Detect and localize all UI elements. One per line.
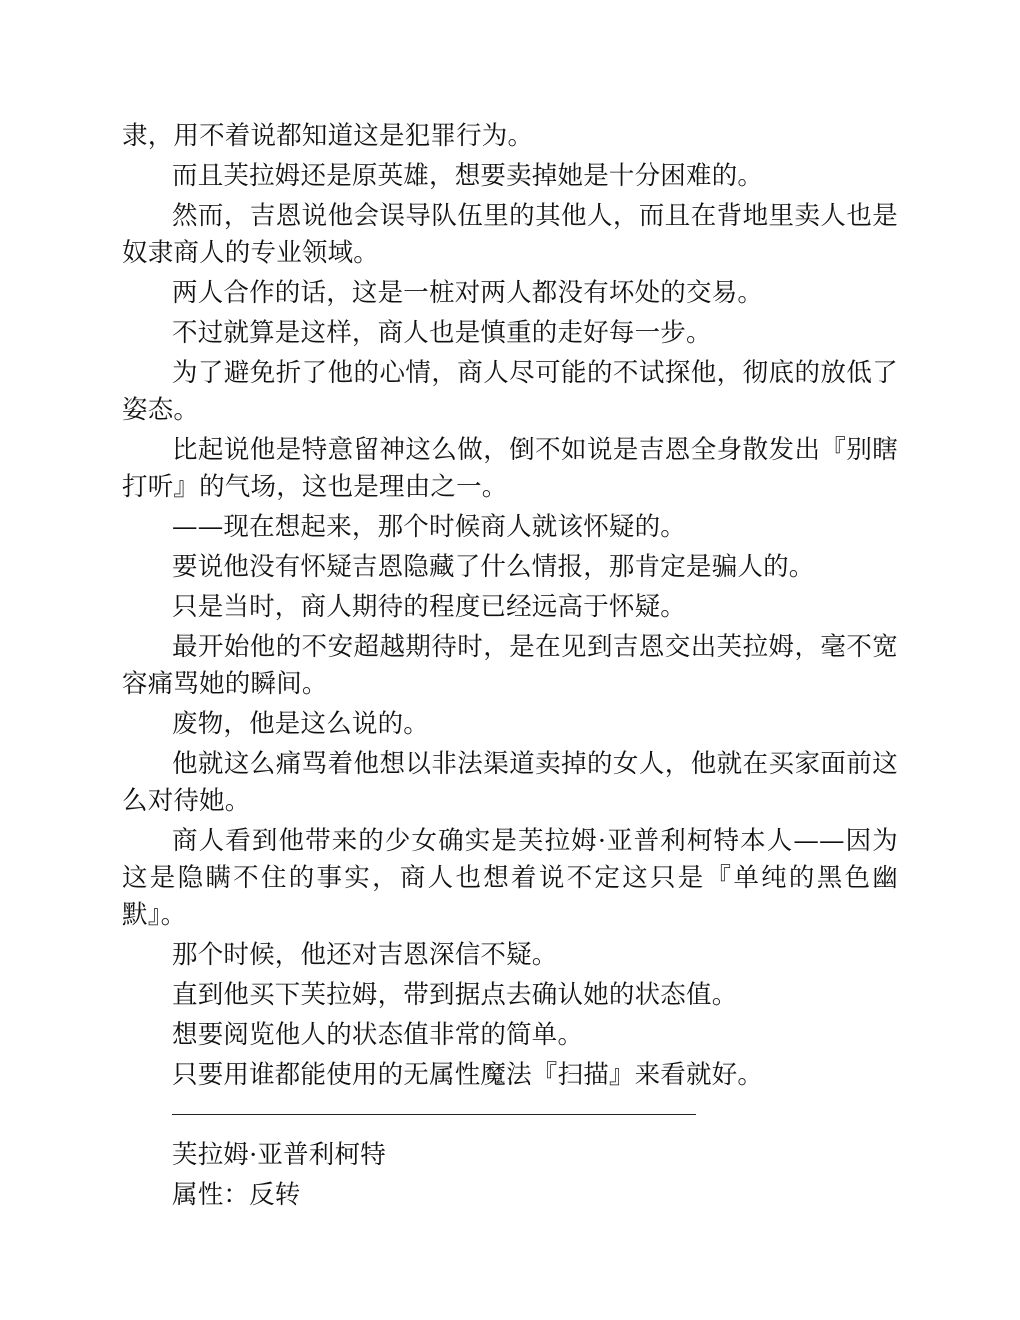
paragraph: 两人合作的话，这是一桩对两人都没有坏处的交易。 — [172, 278, 764, 308]
paragraph: 要说他没有怀疑吉恩隐藏了什么情报，那肯定是骗人的。 — [172, 552, 815, 582]
paragraph: 隶，用不着说都知道这是犯罪行为。 — [122, 121, 534, 151]
paragraph: 商人看到他带来的少女确实是芙拉姆·亚普利柯特本人——因为这是隐瞒不住的事实，商人也想着说不定这只是『单纯的黑色幽默』。 — [122, 826, 898, 930]
paragraph: 不过就算是这样，商人也是慎重的走好每一步。 — [172, 318, 712, 348]
paragraph: 他就这么痛骂着他想以非法渠道卖掉的女人，他就在买家面前这么对待她。 — [122, 749, 898, 816]
paragraph: 那个时候，他还对吉恩深信不疑。 — [172, 940, 558, 970]
paragraph: 只要用谁都能使用的无属性魔法『扫描』来看就好。 — [172, 1060, 764, 1090]
status-attribute: 属性：反转 — [172, 1180, 301, 1210]
paragraph: 比起说他是特意留神这么做，倒不如说是吉恩全身散发出『别瞎打听』的气场，这也是理由之一。 — [122, 435, 898, 502]
paragraph: 而且芙拉姆还是原英雄，想要卖掉她是十分困难的。 — [172, 161, 764, 191]
paragraph: 想要阅览他人的状态值非常的简单。 — [172, 1020, 584, 1050]
paragraph: ——现在想起来，那个时候商人就该怀疑的。 — [172, 512, 687, 542]
document-body — [122, 118, 898, 1217]
status-name: 芙拉姆·亚普利柯特 — [172, 1140, 386, 1170]
section-divider — [172, 1114, 696, 1115]
paragraph: 直到他买下芙拉姆，带到据点去确认她的状态值。 — [172, 980, 738, 1010]
paragraph: 只是当时，商人期待的程度已经远高于怀疑。 — [172, 592, 687, 622]
paragraph: 然而，吉恩说他会误导队伍里的其他人，而且在背地里卖人也是奴隶商人的专业领域。 — [122, 201, 898, 268]
paragraph: 废物，他是这么说的。 — [172, 709, 430, 739]
paragraph: 最开始他的不安超越期待时，是在见到吉恩交出芙拉姆，毫不宽容痛骂她的瞬间。 — [122, 632, 898, 699]
paragraph: 为了避免折了他的心情，商人尽可能的不试探他，彻底的放低了姿态。 — [122, 358, 898, 425]
